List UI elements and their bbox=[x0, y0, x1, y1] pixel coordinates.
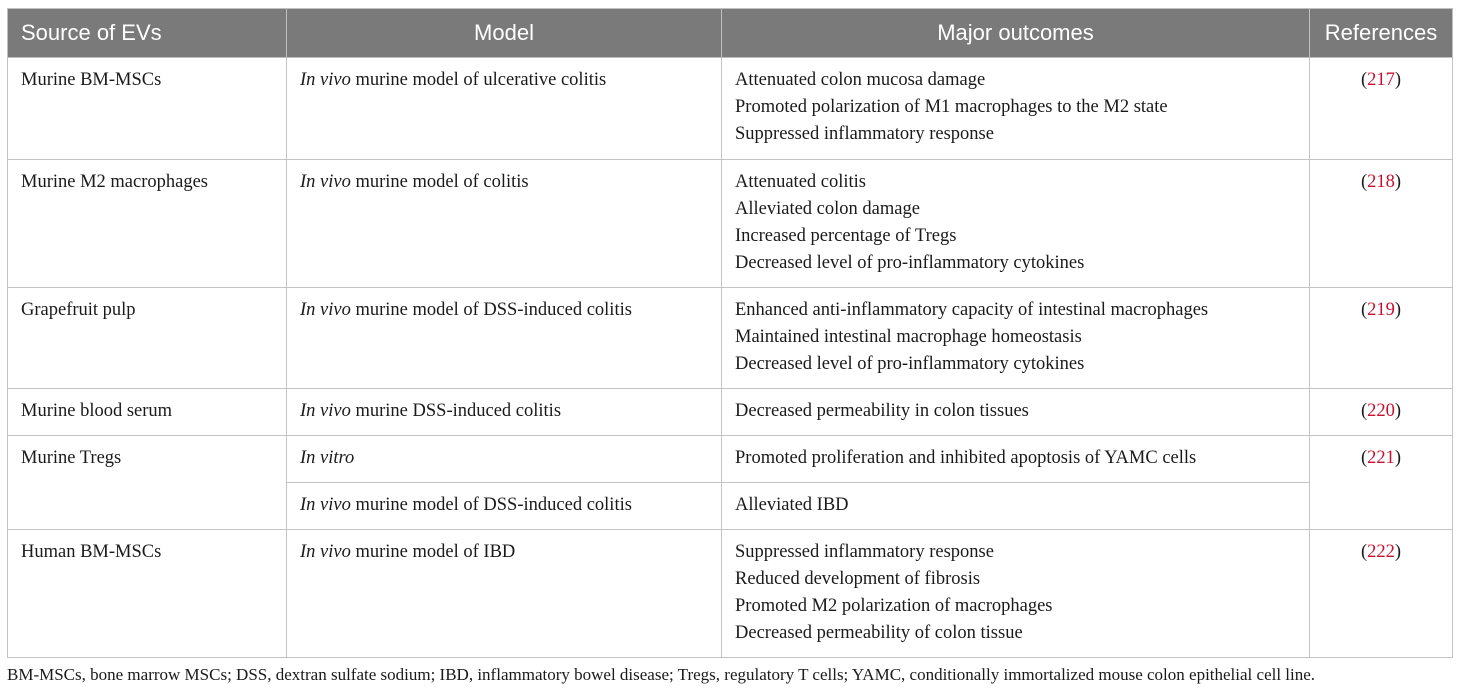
header-model: Model bbox=[287, 9, 722, 58]
outcome-line: Alleviated colon damage bbox=[735, 199, 920, 219]
reference-cell: (220) bbox=[1310, 389, 1453, 436]
model-italic: In vivo bbox=[300, 172, 351, 192]
header-source: Source of EVs bbox=[8, 9, 287, 58]
table-row bbox=[8, 436, 1453, 483]
outcome-line: Suppressed inflammatory response bbox=[735, 124, 994, 144]
reference-link[interactable]: 217 bbox=[1367, 70, 1395, 90]
reference-cell: (222) bbox=[1310, 530, 1453, 658]
model-cell bbox=[287, 58, 722, 160]
outcome-line: Promoted proliferation and inhibited apoptosis of YAMC cells bbox=[735, 448, 1197, 468]
outcome-line: Suppressed inflammatory response bbox=[735, 542, 994, 562]
source-cell: Human BM-MSCs bbox=[8, 530, 287, 658]
model-cell bbox=[287, 389, 722, 436]
model-text: murine model of DSS-induced colitis bbox=[350, 300, 632, 320]
table-row bbox=[8, 288, 1453, 389]
table-row bbox=[8, 530, 1453, 658]
outcome-line: Decreased permeability of colon tissue bbox=[735, 623, 1023, 643]
outcome-line: Promoted M2 polarization of macrophages bbox=[735, 596, 1053, 616]
table-row bbox=[8, 160, 1453, 288]
header-outcomes: Major outcomes bbox=[722, 9, 1310, 58]
outcomes-cell bbox=[722, 160, 1310, 288]
outcome-line: Enhanced anti-inflammatory capacity of intestinal macrophages bbox=[735, 300, 1209, 320]
model-text: murine model of ulcerative colitis bbox=[350, 70, 607, 90]
source-cell: Murine BM-MSCs bbox=[8, 58, 287, 160]
outcomes-cell bbox=[722, 389, 1310, 436]
model-italic: In vivo bbox=[300, 542, 351, 562]
reference-cell: (217) bbox=[1310, 58, 1453, 160]
source-cell: Murine Tregs bbox=[8, 436, 287, 530]
model-italic: In vivo bbox=[300, 300, 351, 320]
outcome-line: Alleviated IBD bbox=[735, 495, 849, 515]
outcome-line: Increased percentage of Tregs bbox=[735, 226, 957, 246]
reference-link[interactable]: 222 bbox=[1367, 542, 1395, 562]
header-row bbox=[8, 9, 1453, 58]
model-cell bbox=[287, 436, 722, 483]
outcomes-cell bbox=[722, 483, 1310, 530]
model-cell bbox=[287, 530, 722, 658]
model-text: murine DSS-induced colitis bbox=[350, 401, 562, 421]
reference-link[interactable]: 218 bbox=[1367, 172, 1395, 192]
outcome-line: Reduced development of fibrosis bbox=[735, 569, 981, 589]
reference-cell: (218) bbox=[1310, 160, 1453, 288]
table-row bbox=[8, 389, 1453, 436]
outcomes-cell bbox=[722, 530, 1310, 658]
model-italic: In vitro bbox=[300, 448, 355, 468]
source-cell: Murine M2 macrophages bbox=[8, 160, 287, 288]
model-cell bbox=[287, 288, 722, 389]
outcome-line: Decreased level of pro-inflammatory cytokines bbox=[735, 354, 1085, 374]
table-footnote: BM-MSCs, bone marrow MSCs; DSS, dextran sulfate sodium; IBD, inflammatory bowel disease; Tregs, regulatory T cells; YAMC, conditionally immortalized mouse colon epithelial cell line. bbox=[7, 665, 1316, 684]
outcome-line: Promoted polarization of M1 macrophages to the M2 state bbox=[735, 97, 1168, 117]
outcomes-cell bbox=[722, 288, 1310, 389]
model-text: murine model of DSS-induced colitis bbox=[350, 495, 632, 515]
outcome-line: Maintained intestinal macrophage homeostasis bbox=[735, 327, 1082, 347]
header-references: References bbox=[1310, 9, 1453, 58]
reference-cell: (221) bbox=[1310, 436, 1453, 530]
model-text: murine model of colitis bbox=[350, 172, 529, 192]
reference-link[interactable]: 221 bbox=[1367, 448, 1395, 468]
outcomes-cell bbox=[722, 58, 1310, 160]
table-row bbox=[8, 58, 1453, 160]
outcome-line: Decreased level of pro-inflammatory cytokines bbox=[735, 253, 1085, 273]
reference-cell: (219) bbox=[1310, 288, 1453, 389]
model-text: murine model of IBD bbox=[350, 542, 516, 562]
outcomes-cell bbox=[722, 436, 1310, 483]
model-cell bbox=[287, 160, 722, 288]
source-cell: Murine blood serum bbox=[8, 389, 287, 436]
ev-table bbox=[7, 8, 1453, 658]
outcome-line: Attenuated colitis bbox=[735, 172, 867, 192]
source-cell: Grapefruit pulp bbox=[8, 288, 287, 389]
model-cell bbox=[287, 483, 722, 530]
model-italic: In vivo bbox=[300, 70, 351, 90]
outcome-line: Decreased permeability in colon tissues bbox=[735, 401, 1029, 421]
reference-link[interactable]: 220 bbox=[1367, 401, 1395, 421]
model-italic: In vivo bbox=[300, 495, 351, 515]
reference-link[interactable]: 219 bbox=[1367, 300, 1395, 320]
outcome-line: Attenuated colon mucosa damage bbox=[735, 70, 986, 90]
model-italic: In vivo bbox=[300, 401, 351, 421]
